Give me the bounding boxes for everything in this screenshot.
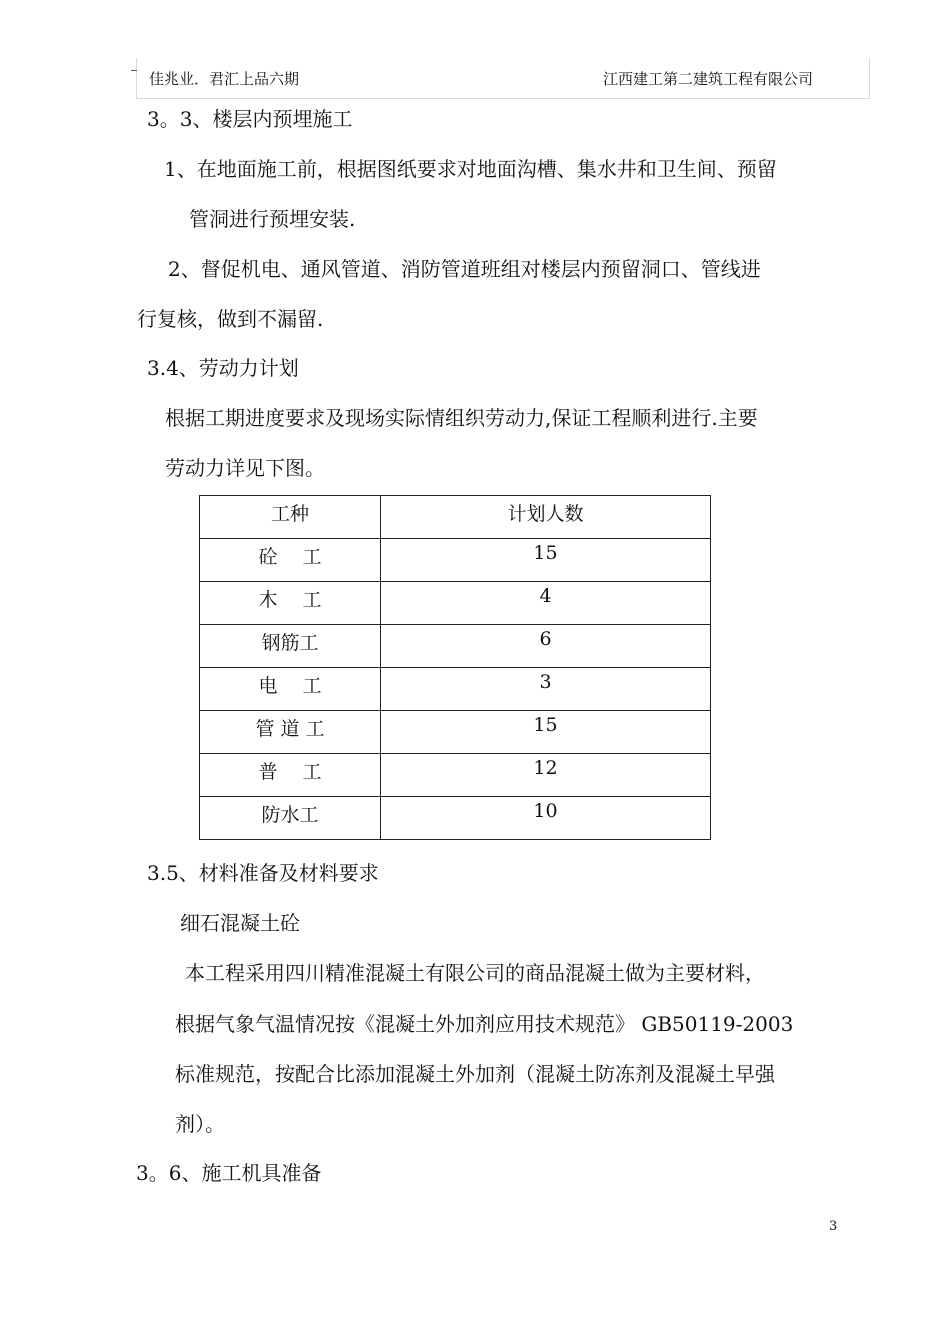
section-3-5-title: 3.5、材料准备及材料要求 [147, 861, 379, 885]
table-header-row [200, 496, 711, 539]
section-3-5-subtitle: 细石混凝土砼 [180, 911, 300, 935]
table-cell-count: 15 [381, 539, 711, 582]
table-cell-count: 12 [381, 754, 711, 797]
table-row [200, 797, 711, 840]
table-cell-trade: 砼 工 [200, 539, 381, 582]
table-cell-count: 4 [381, 582, 711, 625]
table-cell-trade: 防水工 [200, 797, 381, 840]
section-3-4-title: 3.4、劳动力计划 [147, 356, 299, 380]
table-cell-trade: 普 工 [200, 754, 381, 797]
table-header-trade: 工种 [200, 496, 381, 539]
section-3-3-para1-line2: 管洞进行预埋安装. [189, 207, 356, 231]
section-3-4-para-line1: 根据工期进度要求及现场实际情组织劳动力,保证工程顺利进行.主要 [165, 406, 758, 430]
table-row [200, 582, 711, 625]
section-3-5-para-line2: 根据气象气温情况按《混凝土外加剂应用技术规范》 GB50119-2003 [175, 1012, 794, 1036]
table-cell-trade: 管 道 工 [200, 711, 381, 754]
header-mark [131, 70, 137, 71]
table-header-planned-count: 计划人数 [381, 496, 711, 539]
table-row [200, 625, 711, 668]
table-cell-count: 3 [381, 668, 711, 711]
page-number: 3 [829, 1219, 838, 1234]
table-row [200, 754, 711, 797]
table-cell-count: 6 [381, 625, 711, 668]
section-3-3-para2-line1: 2、督促机电、通风管道、消防管道班组对楼层内预留洞口、管线进 [168, 257, 761, 281]
table-cell-count: 10 [381, 797, 711, 840]
table-cell-trade: 钢筋工 [200, 625, 381, 668]
table-cell-count: 15 [381, 711, 711, 754]
section-3-5-para-line1: 本工程采用四川精准混凝土有限公司的商品混凝土做为主要材料， [185, 961, 765, 985]
table-cell-trade: 木 工 [200, 582, 381, 625]
header-company-name: 江西建工第二建筑工程有限公司 [602, 70, 813, 88]
labor-plan-table [199, 495, 711, 840]
header-project-name: 佳兆业．君汇上品六期 [149, 70, 300, 88]
section-3-3-para1-line1: 1、在地面施工前，根据图纸要求对地面沟槽、集水井和卫生间、预留 [164, 157, 777, 181]
table-row [200, 539, 711, 582]
page-header [136, 58, 870, 99]
table-cell-trade: 电 工 [200, 668, 381, 711]
section-3-5-para-line3: 标准规范，按配合比添加混凝土外加剂（混凝土防冻剂及混凝土早强 [175, 1062, 775, 1086]
section-3-5-para-line4: 剂）。 [175, 1112, 225, 1136]
section-3-4-para-line2: 劳动力详见下图。 [165, 456, 325, 480]
section-3-3-title: 3。3、楼层内预埋施工 [147, 107, 353, 131]
section-3-6-title: 3。6、施工机具准备 [136, 1161, 322, 1185]
section-3-3-para2-line2: 行复核，做到不漏留. [137, 307, 324, 331]
table-row [200, 711, 711, 754]
table-row [200, 668, 711, 711]
